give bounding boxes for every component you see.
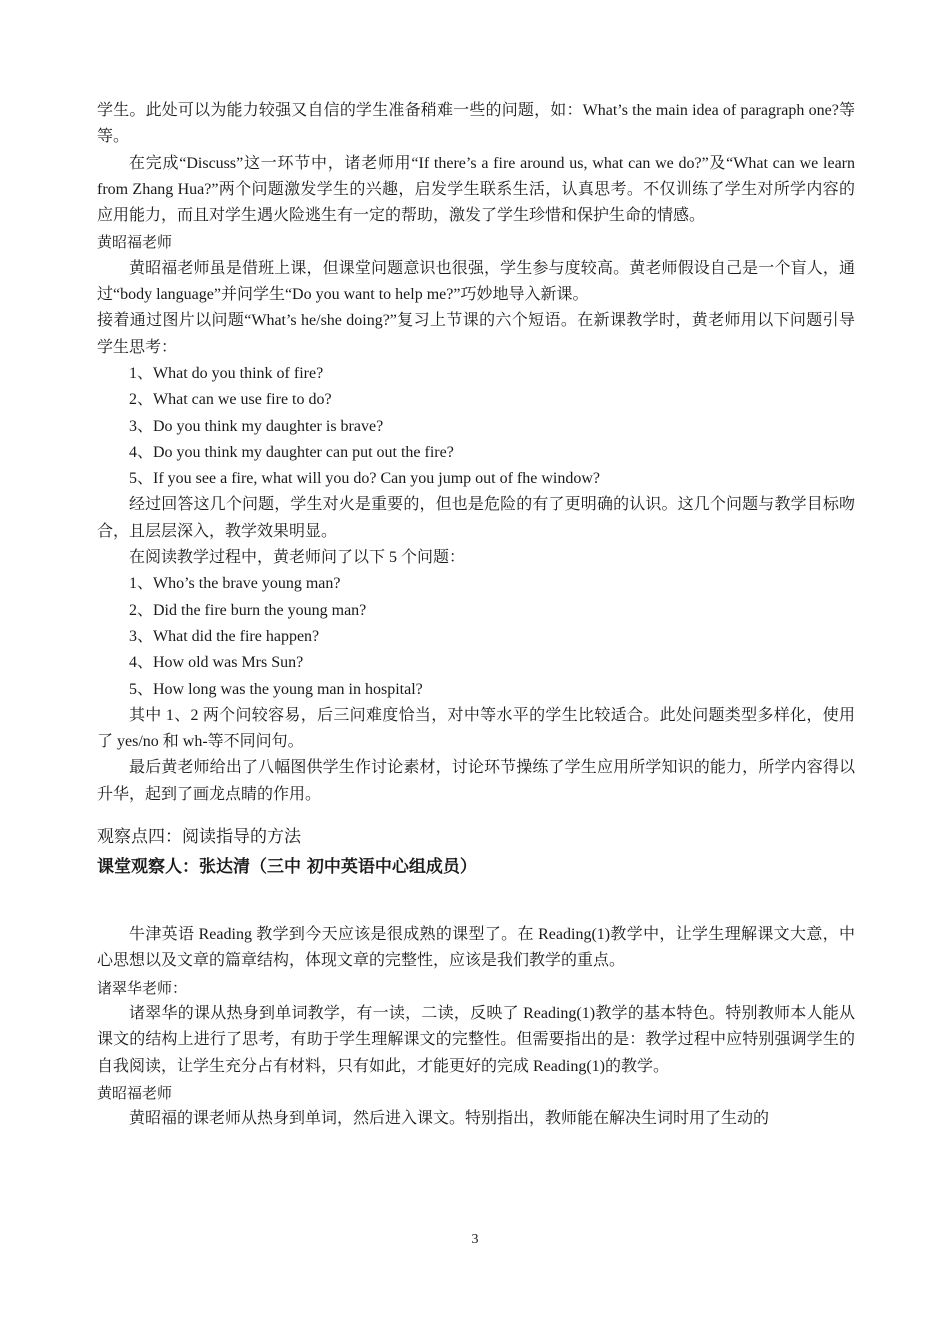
teacher-name-huang: 黄昭福老师 — [97, 233, 173, 252]
spacer — [97, 808, 855, 822]
list-item: 2、Did the fire burn the young man? — [129, 601, 367, 619]
question-list-2 — [97, 571, 855, 702]
paragraph-huang-review: 接着通过图片以问题“What’s he/she doing?”复习上节课的六个短语。在新课教学时，黄老师用以下问题引导学生思考： — [97, 312, 855, 356]
section-heading: 观察点四：阅读指导的方法 — [97, 827, 301, 848]
teacher-name-zhu: 诸翠华老师： — [97, 978, 188, 997]
paragraph-reading-intro: 牛津英语 Reading 教学到今天应该是很成熟的课型了。在 Reading(1)教学中，让学生理解课文大意，中心思想以及文章的篇章结构，体现文章的完整性，应该是我们教学的重点。 — [97, 926, 855, 970]
paragraph-huang-effect: 经过回答这几个问题，学生对火是重要的，但也是危险的有了更明确的认识。这几个问题与教学目标吻合，且层层深入，教学效果明显。 — [97, 496, 855, 540]
list-item: 4、Do you think my daughter can put out the fire? — [129, 443, 454, 461]
paragraph-huang-intro: 黄昭福老师虽是借班上课，但课堂问题意识也很强，学生参与度较高。黄老师假设自己是一个盲人，通过“body language”并问学生“Do you want to help me?”巧妙地导入新课。 — [97, 259, 855, 304]
paragraph-huang-reading: 黄昭福的课老师从热身到单词，然后进入课文。特别指出，教师能在解决生词时用了生动的 — [129, 1110, 770, 1128]
observer-heading: 课堂观察人：张达清（三中 初中英语中心组成员） — [97, 857, 477, 878]
list-item: 1、What do you think of fire? — [129, 364, 324, 382]
list-item: 4、How old was Mrs Sun? — [129, 654, 304, 672]
spacer — [97, 882, 855, 922]
paragraph-huang-difficulty: 其中 1、2 两个问较容易，后三问难度恰当，对中等水平的学生比较适合。此处问题类型多样化，使用了 yes/no 和 wh-等不同问句。 — [97, 706, 855, 751]
paragraph-huang-discussion: 最后黄老师给出了八幅图供学生作讨论素材，讨论环节操练了学生应用所学知识的能力，所学内容得以升华，起到了画龙点睛的作用。 — [97, 759, 855, 803]
paragraph-huang-reading-questions: 在阅读教学过程中，黄老师问了以下 5 个问题： — [129, 549, 466, 567]
question-list-1 — [97, 361, 855, 492]
list-item: 2、What can we use fire to do? — [129, 391, 332, 409]
page-number: 3 — [471, 1232, 479, 1247]
list-item: 1、Who’s the brave young man? — [129, 575, 341, 593]
paragraph-zhu: 诸翠华的课从热身到单词教学，有一读，二读，反映了 Reading(1)教学的基本特色。特别教师本人能从课文的结构上进行了思考，有助于学生理解课文的完整性。但需要指出的是：教学过程中应特别强调学生的自我阅读，让学生充分占有材料，只有如此，才能更好的完成 Reading(1)的教学。 — [97, 1004, 855, 1075]
list-item: 5、How long was the young man in hospital? — [129, 680, 423, 698]
list-item: 3、Do you think my daughter is brave? — [129, 417, 384, 435]
paragraph-continued: 学生。此处可以为能力较强又自信的学生准备稍难一些的问题，如：What’s the main idea of paragraph one?等等。 — [97, 102, 855, 146]
list-item: 5、If you see a fire, what will you do? Can you jump out of fhe window? — [129, 470, 601, 488]
teacher-name-huang-2: 黄昭福老师 — [97, 1083, 173, 1102]
document-page — [97, 98, 855, 1132]
paragraph-discuss: 在完成“Discuss”这一环节中，诸老师用“If there’s a fire around us, what can we do?”及“What can we learn from Zhang Hua?”两个问题激发学生的兴趣，启发学生联系生活，认真思考。不仅训练了学生对所学内容的应用能力，而且对学生遇火险逃生有一定的帮助，激发了学生珍惜和保护生命的情感。 — [97, 154, 855, 225]
list-item: 3、What did the fire happen? — [129, 627, 320, 645]
